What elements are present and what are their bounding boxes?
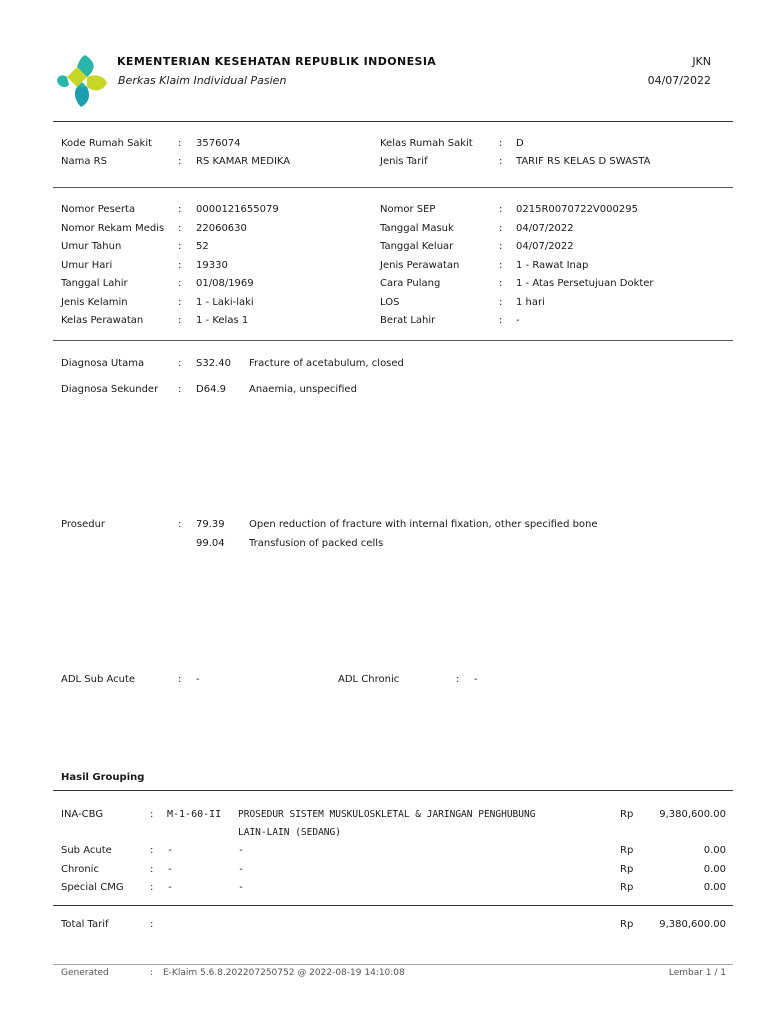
- patient-field-label: Nomor Peserta: [61, 204, 136, 215]
- currency-label: Rp: [620, 919, 634, 930]
- diagnosa-utama-desc: Fracture of acetabulum, closed: [249, 358, 404, 369]
- patient-field-value: 22060630: [196, 223, 247, 234]
- patient-field-label: Cara Pulang: [380, 278, 441, 289]
- patient-field-value: 0000121655079: [196, 204, 279, 215]
- patient-field-label: Nomor SEP: [380, 204, 436, 215]
- patient-field-label: Jenis Kelamin: [61, 297, 128, 308]
- grouping-row-label: Chronic: [61, 864, 99, 875]
- separator: :: [178, 278, 182, 289]
- kode-rs-value: 3576074: [196, 138, 241, 149]
- separator: :: [178, 241, 182, 252]
- patient-field-label: Kelas Perawatan: [61, 315, 144, 326]
- grouping-row-desc: -: [238, 845, 245, 856]
- nama-rs-value: RS KAMAR MEDIKA: [196, 156, 291, 167]
- nama-rs-label: Nama RS: [61, 156, 107, 167]
- inacbg-code: M-1-60-II: [167, 809, 222, 820]
- separator: :: [178, 297, 182, 308]
- currency-label: Rp: [620, 809, 634, 820]
- jenis-tarif-value: TARIF RS KELAS D SWASTA: [516, 156, 651, 167]
- patient-field-label: Tanggal Masuk: [380, 223, 454, 234]
- kode-rs-label: Kode Rumah Sakit: [61, 138, 153, 149]
- patient-field-label: Berat Lahir: [380, 315, 436, 326]
- ministry-logo-icon: [55, 53, 109, 109]
- page-number: Lembar 1 / 1: [668, 968, 726, 978]
- separator: :: [150, 919, 154, 930]
- generated-value: E-Klaim 5.6.8.202207250752 @ 2022-08-19 14:10:08: [163, 968, 405, 978]
- grouping-title: Hasil Grouping: [61, 772, 145, 783]
- total-divider: [53, 905, 733, 906]
- patient-field-label: Nomor Rekam Medis: [61, 223, 165, 234]
- adl-sub-acute-value: -: [196, 674, 200, 685]
- procedure-desc: Transfusion of packed cells: [249, 538, 384, 549]
- diagnosa-utama-label: Diagnosa Utama: [61, 358, 145, 369]
- generated-label: Generated: [61, 968, 109, 978]
- patient-field-value: 04/07/2022: [516, 241, 574, 252]
- patient-field-label: Tanggal Lahir: [61, 278, 128, 289]
- separator: :: [178, 674, 182, 685]
- patient-field-label: Tanggal Keluar: [380, 241, 454, 252]
- separator: :: [178, 204, 182, 215]
- separator: :: [150, 882, 154, 893]
- grouping-row-desc: -: [238, 864, 245, 875]
- total-tarif-amount: 9,380,600.00: [659, 919, 726, 930]
- patient-field-value: 1 hari: [516, 297, 545, 308]
- inacbg-desc-line2: LAIN-LAIN (SEDANG): [238, 827, 341, 838]
- grouping-row-code: -: [167, 864, 174, 875]
- grouping-divider: [53, 790, 733, 791]
- separator: :: [499, 297, 503, 308]
- document-date: 04/07/2022: [647, 74, 711, 87]
- patient-field-value: 1 - Kelas 1: [196, 315, 249, 326]
- separator: :: [150, 809, 154, 820]
- diagnosa-sekunder-label: Diagnosa Sekunder: [61, 384, 159, 395]
- diagnosa-utama-code: S32.40: [196, 358, 231, 369]
- kelas-rs-label: Kelas Rumah Sakit: [380, 138, 473, 149]
- separator: :: [499, 315, 503, 326]
- separator: :: [178, 384, 182, 395]
- program-label: JKN: [692, 55, 711, 68]
- diagnosa-sekunder-desc: Anaemia, unspecified: [249, 384, 357, 395]
- patient-field-value: 01/08/1969: [196, 278, 254, 289]
- inacbg-desc-line1: PROSEDUR SISTEM MUSKULOSKLETAL & JARINGAN PENGHUBUNG: [238, 809, 536, 820]
- inacbg-label: INA-CBG: [61, 809, 104, 820]
- grouping-row-label: Sub Acute: [61, 845, 112, 856]
- patient-divider: [53, 340, 733, 341]
- separator: :: [499, 241, 503, 252]
- inacbg-amount: 9,380,600.00: [659, 809, 726, 820]
- grouping-row-amount: 0.00: [703, 845, 726, 856]
- separator: :: [499, 223, 503, 234]
- grouping-row-desc: -: [238, 882, 245, 893]
- separator: :: [150, 845, 154, 856]
- hospital-divider: [53, 187, 733, 188]
- patient-field-value: 19330: [196, 260, 228, 271]
- patient-field-label: Umur Hari: [61, 260, 113, 271]
- currency-label: Rp: [620, 845, 634, 856]
- grouping-row-label: Special CMG: [61, 882, 124, 893]
- separator: :: [499, 260, 503, 271]
- diagnosa-sekunder-code: D64.9: [196, 384, 226, 395]
- ministry-logo: [55, 53, 109, 109]
- adl-sub-acute-label: ADL Sub Acute: [61, 674, 136, 685]
- patient-field-value: 52: [196, 241, 209, 252]
- currency-label: Rp: [620, 864, 634, 875]
- kelas-rs-value: D: [516, 138, 524, 149]
- separator: :: [456, 674, 460, 685]
- separator: :: [178, 260, 182, 271]
- document-subtitle: Berkas Klaim Individual Pasien: [118, 74, 287, 87]
- patient-field-label: LOS: [380, 297, 400, 308]
- adl-chronic-label: ADL Chronic: [338, 674, 400, 685]
- patient-field-label: Jenis Perawatan: [380, 260, 460, 271]
- grouping-row-code: -: [167, 882, 174, 893]
- separator: :: [178, 519, 182, 530]
- separator: :: [499, 156, 503, 167]
- procedure-desc: Open reduction of fracture with internal fixation, other specified bone: [249, 519, 598, 530]
- separator: :: [499, 278, 503, 289]
- grouping-row-amount: 0.00: [703, 882, 726, 893]
- procedure-code: 99.04: [196, 538, 225, 549]
- adl-chronic-value: -: [474, 674, 478, 685]
- separator: :: [178, 156, 182, 167]
- separator: :: [178, 315, 182, 326]
- separator: :: [499, 204, 503, 215]
- separator: :: [178, 223, 182, 234]
- separator: :: [178, 138, 182, 149]
- procedure-code: 79.39: [196, 519, 225, 530]
- header-divider: [53, 121, 733, 122]
- patient-field-value: -: [516, 315, 520, 326]
- total-tarif-label: Total Tarif: [61, 919, 109, 930]
- grouping-row-amount: 0.00: [703, 864, 726, 875]
- patient-field-value: 1 - Atas Persetujuan Dokter: [516, 278, 654, 289]
- footer-divider: [53, 964, 733, 965]
- jenis-tarif-label: Jenis Tarif: [380, 156, 428, 167]
- patient-field-value: 04/07/2022: [516, 223, 574, 234]
- separator: :: [178, 358, 182, 369]
- separator: :: [499, 138, 503, 149]
- separator: :: [150, 864, 154, 875]
- patient-field-label: Umur Tahun: [61, 241, 122, 252]
- patient-field-value: 0215R0070722V000295: [516, 204, 638, 215]
- patient-field-value: 1 - Rawat Inap: [516, 260, 589, 271]
- ministry-title: KEMENTERIAN KESEHATAN REPUBLIK INDONESIA: [117, 55, 437, 68]
- currency-label: Rp: [620, 882, 634, 893]
- grouping-row-code: -: [167, 845, 174, 856]
- patient-field-value: 1 - Laki-laki: [196, 297, 254, 308]
- separator: :: [150, 968, 154, 978]
- prosedur-label: Prosedur: [61, 519, 106, 530]
